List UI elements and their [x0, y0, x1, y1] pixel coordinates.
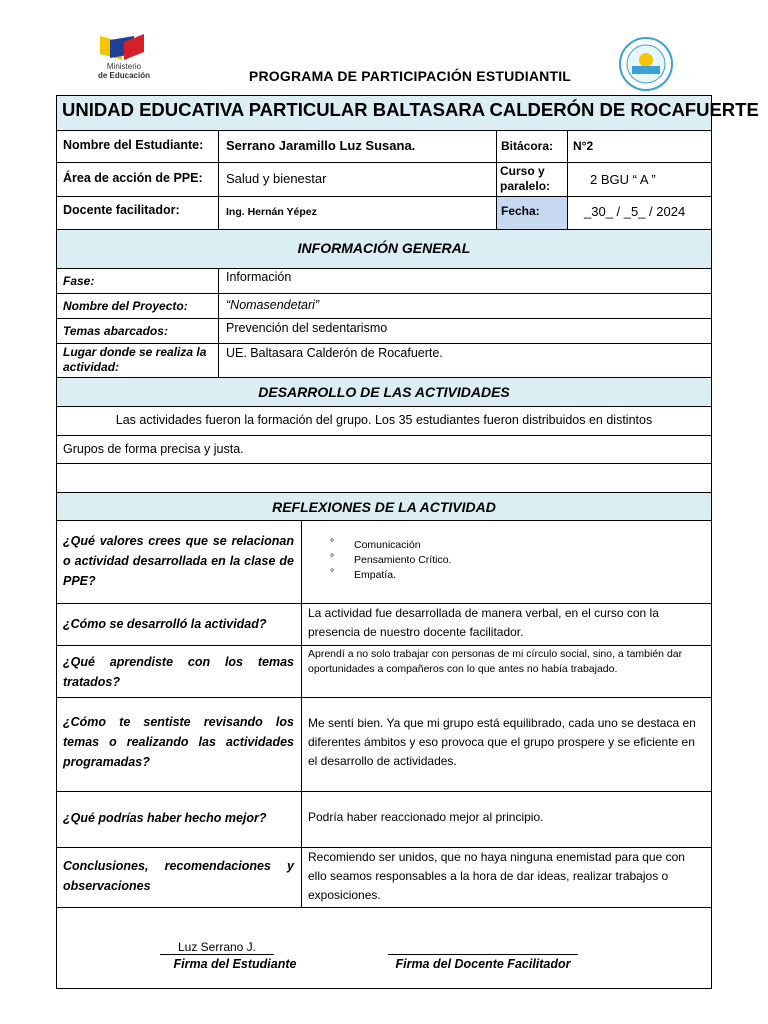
activities-line1: Las actividades fueron la formación del grupo. Los 35 estudiantes fueron distribuidos en distintos [115, 413, 653, 427]
teacher-signature-line [388, 954, 578, 955]
line [57, 130, 711, 131]
date-value: _30_ / _5_ / 2024 [584, 204, 686, 219]
question-how-developed: ¿Cómo se desarrolló la actividad? [63, 617, 267, 631]
question-conclusions: Conclusiones, recomendaciones y observaciones [63, 859, 294, 893]
project-value: “Nomasendetari” [226, 298, 320, 312]
program-title: PROGRAMA DE PARTICIPACIÓN ESTUDIANTIL [248, 68, 572, 84]
answer-how-developed: La actividad fue desarrollada de manera verbal, en el curso con la presencia de nuestro docente facilitador. [308, 606, 659, 639]
line [57, 343, 711, 344]
line [218, 130, 219, 229]
log-value: N°2 [573, 139, 594, 153]
teacher-signature-label: Firma del Docente Facilitador [395, 957, 571, 971]
student-label: Nombre del Estudiante: [63, 138, 204, 152]
list-item: ° Empatía. [330, 568, 451, 583]
course-label-line2: paralelo: [500, 179, 551, 193]
phase-label: Fase: [63, 274, 95, 288]
line [567, 130, 568, 229]
line [218, 268, 219, 377]
teacher-label: Docente facilitador: [63, 203, 180, 217]
question-values: ¿Qué valores crees que se relacionan o actividad desarrollada en la clase de PPE? [63, 534, 294, 588]
area-value: Salud y bienestar [226, 171, 327, 186]
line [57, 907, 711, 908]
student-signature: Luz Serrano J. [160, 940, 274, 955]
values-list [330, 538, 451, 583]
topics-label: Temas abarcados: [63, 324, 168, 338]
line [301, 520, 302, 907]
topics-value: Prevención del sedentarismo [226, 321, 388, 335]
course-value: 2 BGU “ A ” [590, 172, 656, 187]
answer-conclusions: Recomiendo ser unidos, que no haya ninguna enemistad para que con ello seamos responsables a la hora de dar ideas, realizar trabajos o exposiciones. [308, 850, 685, 902]
line [57, 435, 711, 436]
general-info-title: INFORMACIÓN GENERAL [297, 240, 471, 256]
question-improve: ¿Qué podrías haber hecho mejor? [63, 811, 267, 825]
line [57, 293, 711, 294]
list-item: ° Comunicación [330, 538, 451, 553]
phase-value: Información [226, 270, 292, 284]
answer-feelings: Me sentí bien. Ya que mi grupo está equilibrado, cada uno se destaca en diferentes ámbitos y eso provoca que el grupo prospere y se eficiente en el desarrollo de actividades. [308, 716, 696, 768]
student-signature-label: Firma del Estudiante [173, 957, 297, 971]
area-label: Área de acción de PPE: [63, 171, 203, 185]
line [57, 791, 711, 792]
project-label: Nombre del Proyecto: [63, 299, 188, 313]
teacher-value: Ing. Hernán Yépez [226, 206, 317, 218]
log-label: Bitácora: [501, 139, 554, 153]
answer-learned: Aprendí a no solo trabajar con personas de mi círculo social, sino, a también dar oportunidades a compañeros con lo que antes no había trabajado. [308, 648, 683, 675]
line [57, 196, 711, 197]
activities-line2: Grupos de forma precisa y justa. [63, 442, 244, 456]
line [57, 463, 711, 464]
line [496, 130, 497, 229]
question-feelings: ¿Cómo te sentiste revisando los temas o realizando las actividades programadas? [63, 715, 294, 769]
activities-title: DESARROLLO DE LAS ACTIVIDADES [258, 384, 510, 400]
question-learned: ¿Qué aprendiste con los temas tratados? [63, 655, 294, 689]
course-label [500, 164, 550, 194]
line [57, 162, 711, 163]
date-label: Fecha: [501, 204, 540, 218]
answer-improve: Podría haber reaccionado mejor al principio. [308, 810, 544, 824]
place-label: Lugar donde se realiza la actividad: [63, 345, 207, 374]
ministry-logo-bottom: de Educación [97, 71, 150, 80]
line [57, 697, 711, 698]
line [57, 318, 711, 319]
place-value: UE. Baltasara Calderón de Rocafuerte. [226, 346, 443, 360]
school-name: UNIDAD EDUCATIVA PARTICULAR BALTASARA CALDERÓN DE ROCAFUERTE [62, 99, 759, 120]
line [57, 645, 711, 646]
course-label-line1: Curso y [500, 164, 545, 178]
ministry-logo-top: Ministerio [106, 62, 142, 71]
line [57, 520, 711, 521]
line [57, 268, 711, 269]
list-item: ° Pensamiento Crítico. [330, 553, 451, 568]
student-value: Serrano Jaramillo Luz Susana. [226, 138, 416, 153]
line [57, 406, 711, 407]
reflections-title: REFLEXIONES DE LA ACTIVIDAD [272, 499, 496, 515]
